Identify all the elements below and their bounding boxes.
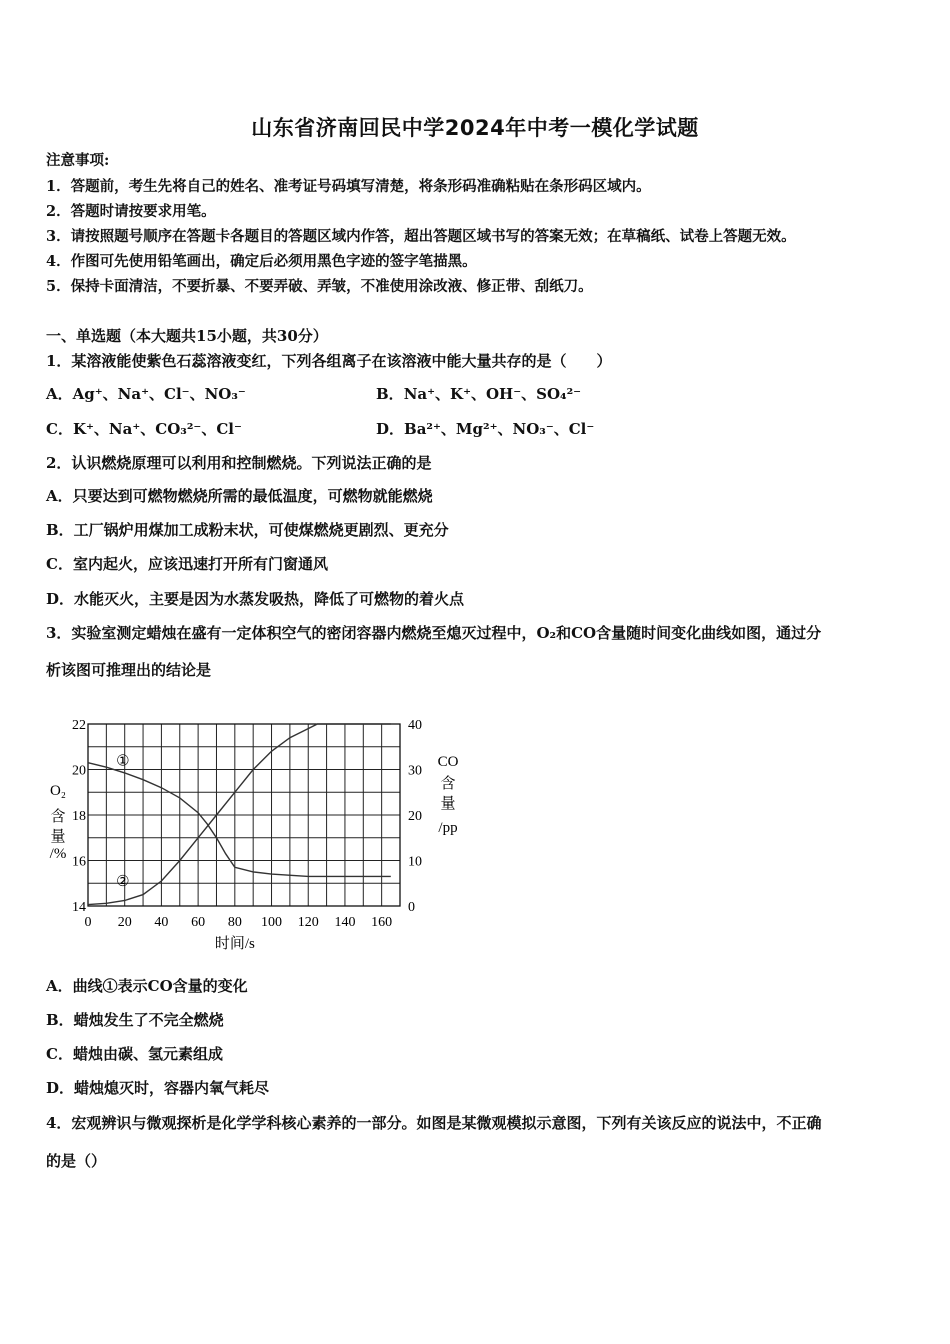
o2-co-chart (40, 700, 480, 960)
q1-option-a (46, 384, 246, 404)
section-heading: 一、单选题（本大题共15小题，共30分） (46, 327, 328, 345)
y-left-axis-label: 量 (50, 829, 66, 845)
y-right-tick-label: 0 (408, 900, 415, 915)
y-right-tick-label: 20 (408, 809, 422, 824)
option-ions: Ba²⁺、Mg²⁺、NO₃⁻、Cl⁻ (404, 420, 595, 438)
option-ions: Na⁺、K⁺、OH⁻、SO₄²⁻ (403, 385, 582, 403)
q1-option-d (376, 419, 594, 439)
y-right-axis-label: 含 (440, 776, 456, 792)
y-right-axis-label: 量 (440, 796, 456, 812)
y-right-axis-label: /pp (438, 820, 458, 836)
option-label: A． (46, 385, 73, 403)
y-left-tick-label: 18 (72, 809, 86, 824)
x-tick-label: 40 (154, 915, 169, 930)
q2-stem: 2．认识燃烧原理可以利用和控制燃烧。下列说法正确的是 (46, 454, 432, 472)
y-right-tick-label: 30 (408, 763, 422, 779)
series-label-1: ① (116, 753, 130, 770)
x-tick-label: 140 (334, 915, 356, 930)
q1-stem: 1．某溶液能使紫色石蕊溶液变红，下列各组离子在该溶液中能大量共存的是（ ） (46, 352, 612, 370)
page-title: 山东省济南回民中学2024年中考一模化学试题 (251, 116, 699, 140)
notice-item: 4．作图可先使用铅笔画出，确定后必须用黑色字迹的签字笔描黑。 (46, 253, 477, 270)
notice-item: 3．请按照题号顺序在答题卡各题目的答题区域内作答，超出答题区域书写的答案无效；在草稿纸、试卷上答题无效。 (46, 228, 796, 245)
y-left-axis-label: /% (49, 846, 67, 862)
x-tick-label: 0 (84, 915, 92, 930)
notice-heading: 注意事项: (46, 152, 110, 169)
x-tick-label: 160 (371, 915, 393, 930)
notice-item: 1．答题前，考生先将自己的姓名、准考证号码填写清楚，将条形码准确粘贴在条形码区域内。 (46, 178, 651, 195)
q2-option-a: A．只要达到可燃物燃烧所需的最低温度，可燃物就能燃烧 (46, 487, 433, 505)
option-label: D． (376, 420, 405, 438)
option-label: C． (46, 420, 73, 438)
y-left-tick-label: 14 (72, 900, 86, 915)
x-tick-label: 80 (227, 915, 242, 930)
x-tick-label: 120 (297, 915, 319, 930)
chart-labels (50, 718, 459, 952)
series-label-2: ② (116, 873, 130, 890)
option-ions: K⁺、Na⁺、CO₃²⁻、Cl⁻ (72, 420, 242, 438)
y-left-tick-label: 16 (72, 854, 86, 870)
option-ions: Ag⁺、Na⁺、Cl⁻、NO₃⁻ (72, 385, 246, 403)
x-tick-label: 60 (191, 915, 206, 930)
q3-option-c: C．蜡烛由碳、氢元素组成 (46, 1045, 223, 1063)
q2-option-c: C．室内起火，应该迅速打开所有门窗通风 (46, 555, 328, 573)
q4-stem-line1: 4．宏观辨识与微观探析是化学学科核心素养的一部分。如图是某微观模拟示意图，下列有关该反应的说法中，不正确 (46, 1114, 822, 1132)
notice-item: 5．保持卡面清洁，不要折暴、不要弄破、弄皱，不准使用涂改液、修正带、刮纸刀。 (46, 278, 593, 295)
option-label: B． (376, 385, 404, 403)
q1-option-c (46, 419, 242, 439)
y-right-axis-label: CO (437, 754, 459, 770)
x-tick-label: 20 (117, 915, 132, 930)
q3-option-a: A．曲线①表示CO含量的变化 (46, 977, 248, 995)
y-right-tick-label: 10 (408, 854, 422, 870)
chart-grid (88, 724, 400, 906)
q3-stem-line1: 3．实验室测定蜡烛在盛有一定体积空气的密闭容器内燃烧至熄灭过程中，O₂和CO含量随时间变化曲线如图，通过分 (46, 624, 822, 642)
y-left-tick-label: 22 (72, 718, 86, 733)
q2-option-b: B．工厂锅炉用煤加工成粉末状，可使煤燃烧更剧烈、更充分 (46, 521, 449, 539)
y-left-tick-label: 20 (72, 763, 86, 779)
y-right-tick-label: 40 (408, 718, 422, 733)
y-left-axis-label: 含 (50, 809, 66, 825)
q1-option-b (376, 384, 581, 404)
notice-item: 2．答题时请按要求用笔。 (46, 203, 216, 220)
y-left-axis-label: O₂ (49, 783, 67, 799)
q3-option-b: B．蜡烛发生了不完全燃烧 (46, 1011, 224, 1029)
x-axis-label: 时间/s (214, 936, 255, 952)
q4-stem-line2: 的是（） (46, 1152, 107, 1170)
q3-stem-line2: 析该图可推理出的结论是 (46, 661, 212, 679)
q2-option-d: D．水能灭火，主要是因为水蒸发吸热，降低了可燃物的着火点 (46, 590, 465, 608)
q3-option-d: D．蜡烛熄灭时，容器内氧气耗尽 (46, 1079, 270, 1097)
x-tick-label: 100 (261, 915, 283, 930)
